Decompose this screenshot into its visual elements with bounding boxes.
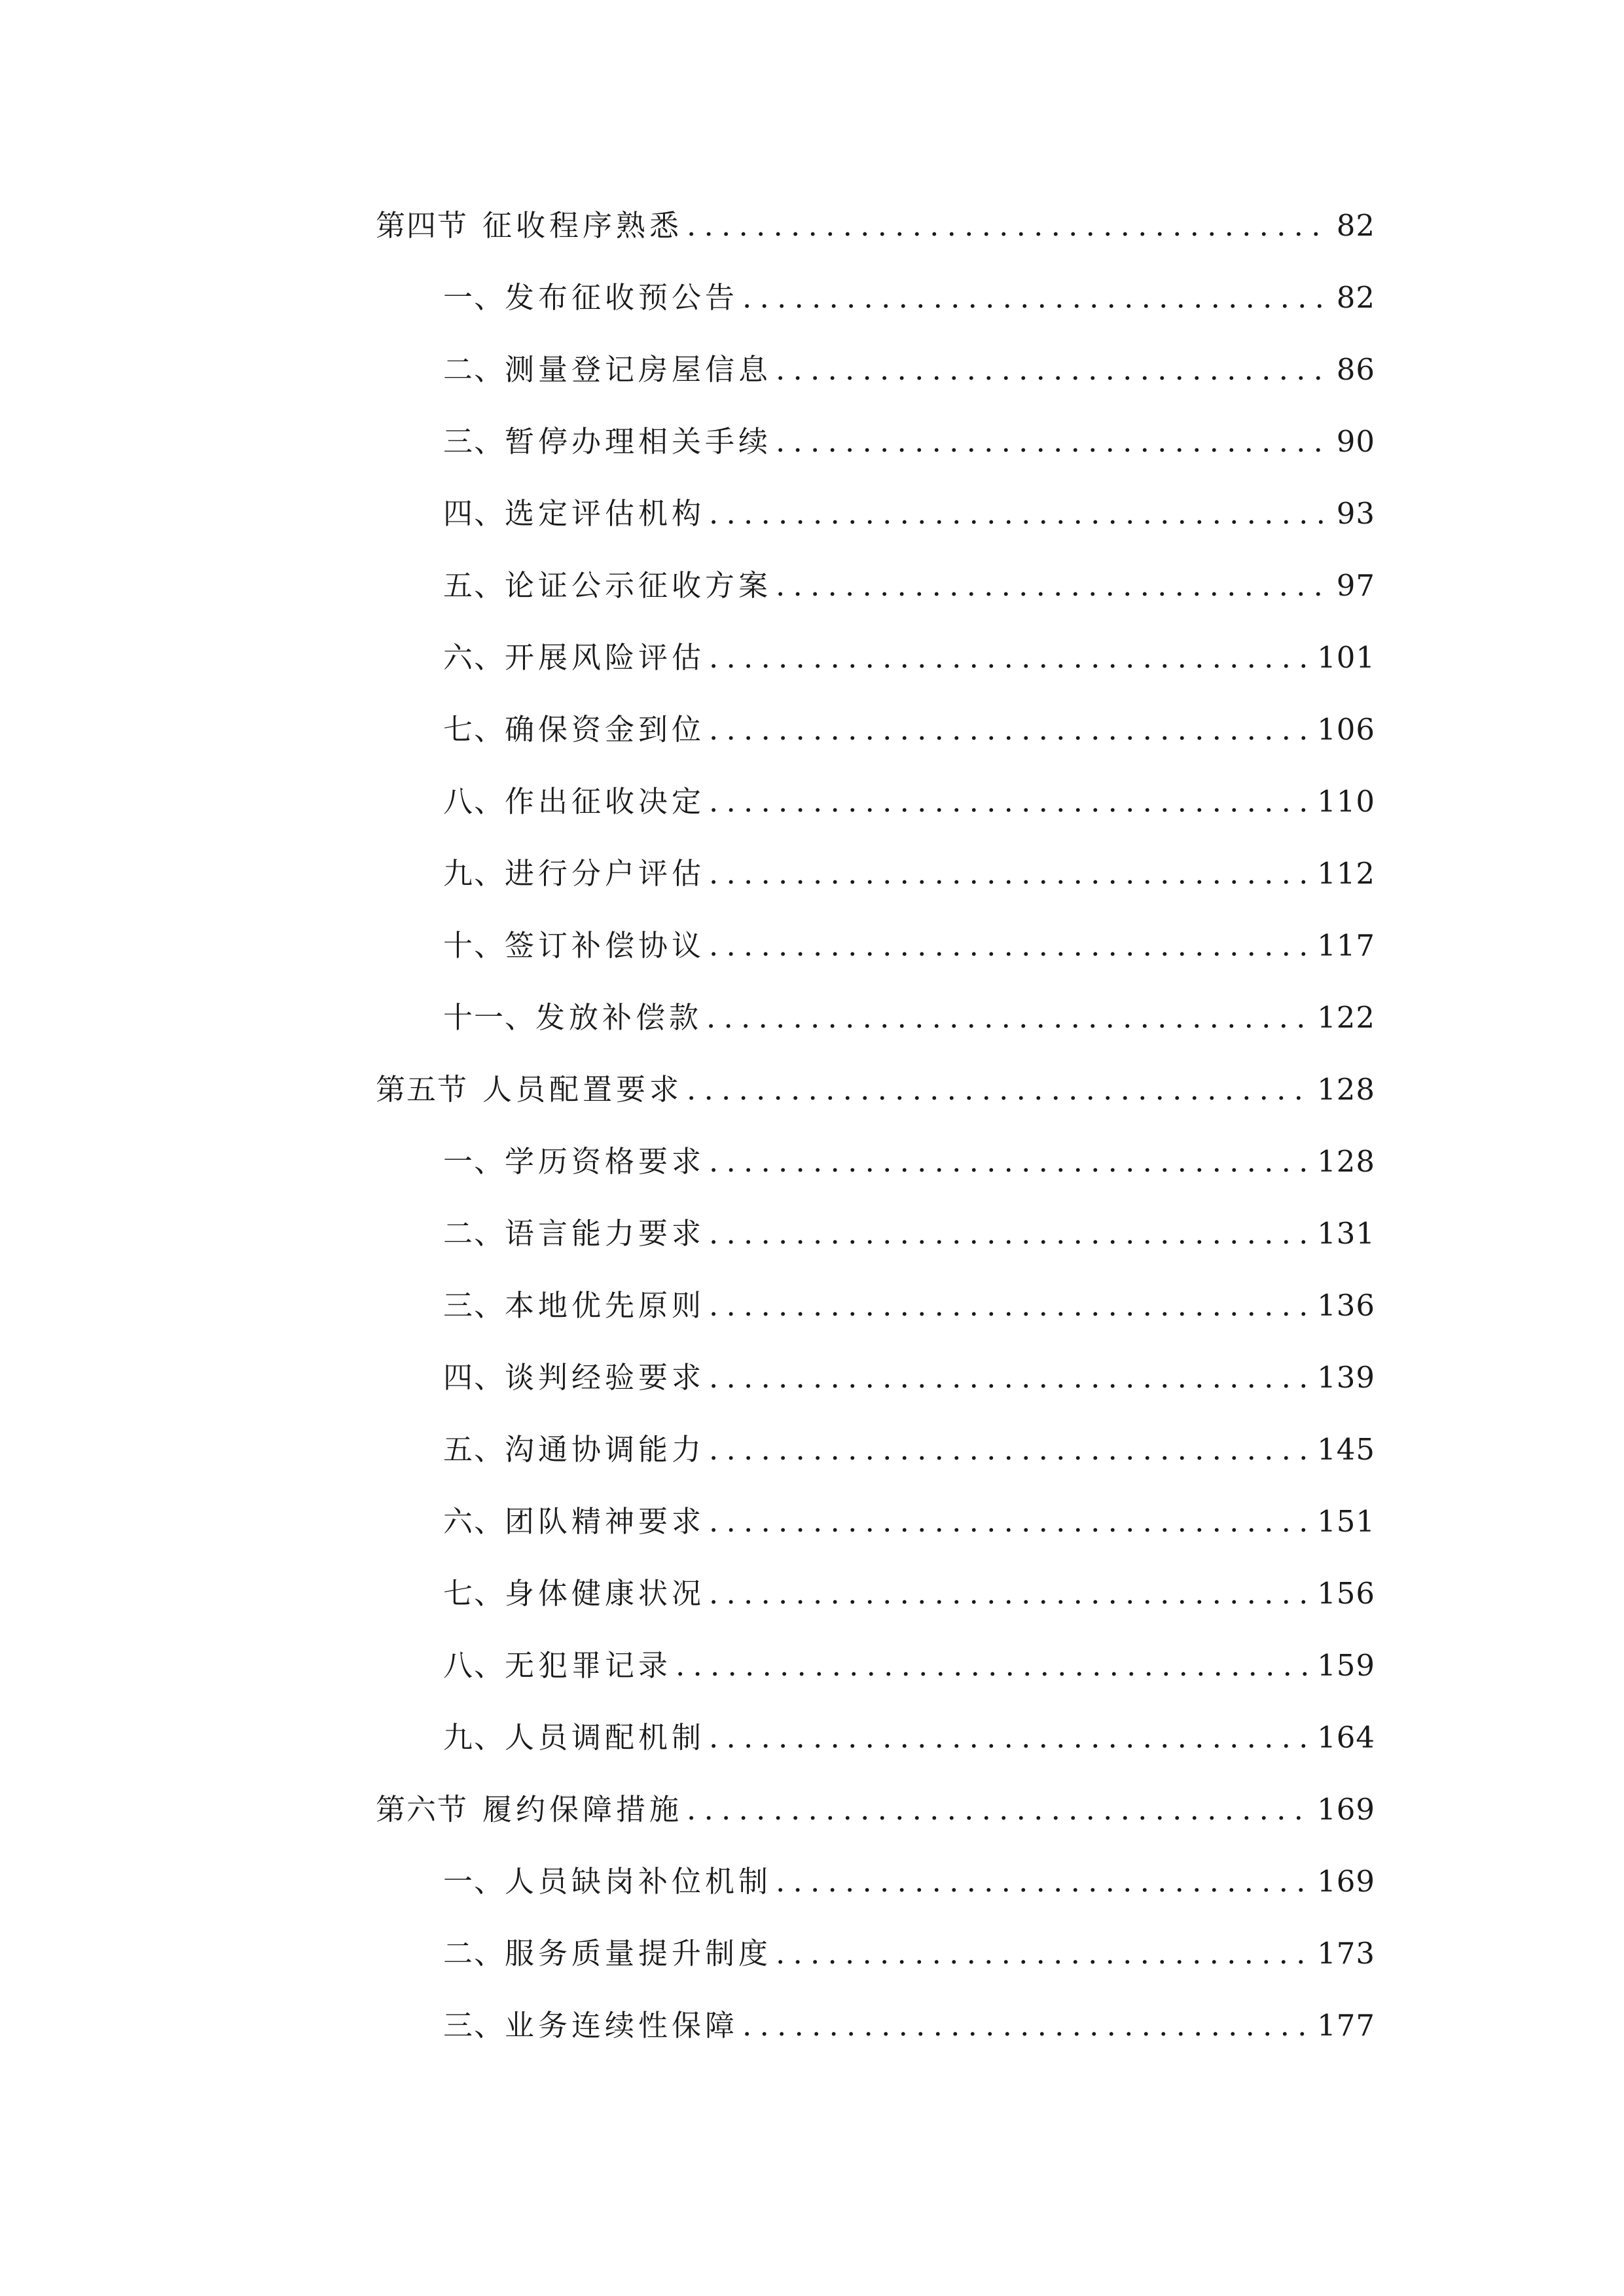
toc-item-title: 选定评估机构	[505, 496, 706, 531]
toc-item[interactable]	[376, 1852, 1375, 1924]
dot-leader	[742, 1996, 1308, 2055]
dot-leader	[709, 772, 1308, 831]
toc-page-number: 82	[1336, 280, 1375, 315]
toc-section[interactable]	[376, 196, 1375, 268]
dot-leader	[676, 1636, 1308, 1695]
toc-item-title: 人员调配机制	[505, 1720, 706, 1755]
toc-section-title: 人员配置要求	[482, 1072, 683, 1107]
dot-leader	[709, 628, 1308, 687]
toc-section-title: 履约保障措施	[482, 1792, 683, 1827]
table-of-contents	[376, 196, 1375, 2068]
toc-item-title: 业务连续性保障	[505, 2008, 739, 2043]
toc-item-number: 三、	[443, 2008, 505, 2043]
toc-item[interactable]	[376, 1348, 1375, 1420]
toc-item-number: 三、	[443, 424, 505, 459]
toc-item-number: 十、	[443, 928, 505, 963]
toc-page-number: 136	[1317, 1288, 1375, 1323]
toc-page-number: 169	[1317, 1864, 1375, 1899]
dot-leader	[776, 556, 1327, 615]
toc-item-title: 团队精神要求	[505, 1504, 706, 1539]
toc-item[interactable]	[376, 1420, 1375, 1492]
toc-item-number: 九、	[443, 1720, 505, 1755]
toc-item-number: 二、	[443, 1216, 505, 1251]
toc-item[interactable]	[376, 1924, 1375, 1996]
toc-page-number: 101	[1317, 640, 1375, 675]
toc-item-number: 一、	[443, 1864, 505, 1899]
toc-page-number: 177	[1317, 2008, 1375, 2043]
toc-page-number: 128	[1317, 1144, 1375, 1179]
toc-page-number: 156	[1317, 1576, 1375, 1611]
toc-item-number: 七、	[443, 1576, 505, 1611]
toc-page-number: 139	[1317, 1360, 1375, 1395]
toc-item-number: 五、	[443, 568, 505, 603]
toc-item-title: 本地优先原则	[505, 1288, 706, 1323]
toc-item-number: 六、	[443, 640, 505, 675]
dot-leader	[709, 1420, 1308, 1479]
dot-leader	[776, 1852, 1308, 1911]
toc-item[interactable]	[376, 340, 1375, 412]
toc-item-number: 七、	[443, 712, 505, 747]
toc-page-number: 131	[1317, 1216, 1375, 1251]
toc-item-number: 一、	[443, 1144, 505, 1179]
toc-item-title: 无犯罪记录	[505, 1648, 672, 1683]
toc-item-number: 四、	[443, 1360, 505, 1395]
toc-item-number: 二、	[443, 1936, 505, 1971]
toc-page-number: 128	[1317, 1072, 1375, 1107]
toc-item-title: 身体健康状况	[505, 1576, 706, 1611]
dot-leader	[742, 268, 1327, 327]
toc-item-number: 三、	[443, 1288, 505, 1323]
dot-leader	[709, 1276, 1308, 1335]
dot-leader	[709, 1204, 1308, 1263]
toc-item-number: 八、	[443, 784, 505, 819]
toc-page-number: 169	[1317, 1792, 1375, 1827]
toc-page-number: 112	[1317, 856, 1375, 891]
toc-item-title: 发放补偿款	[535, 1000, 703, 1035]
toc-item-title: 沟通协调能力	[505, 1432, 706, 1467]
toc-page-number: 151	[1317, 1504, 1375, 1539]
dot-leader	[709, 700, 1308, 759]
toc-item-title: 发布征收预公告	[505, 280, 739, 315]
toc-item[interactable]	[376, 556, 1375, 628]
toc-item[interactable]	[376, 412, 1375, 484]
toc-item-title: 签订补偿协议	[505, 928, 706, 963]
toc-item-number: 五、	[443, 1432, 505, 1467]
dot-leader	[709, 1492, 1308, 1551]
toc-section-title: 征收程序熟悉	[482, 208, 683, 243]
dot-leader	[709, 1564, 1308, 1623]
dot-leader	[776, 412, 1327, 471]
toc-item[interactable]	[376, 268, 1375, 340]
toc-page-number: 106	[1317, 712, 1375, 747]
toc-item[interactable]	[376, 700, 1375, 772]
toc-item-number: 八、	[443, 1648, 505, 1683]
toc-item-number: 九、	[443, 856, 505, 891]
toc-section[interactable]	[376, 1780, 1375, 1852]
toc-item[interactable]	[376, 1132, 1375, 1204]
toc-item[interactable]	[376, 988, 1375, 1060]
dot-leader	[776, 1924, 1308, 1983]
toc-section-number: 第五节	[376, 1072, 469, 1107]
toc-section-number: 第四节	[376, 208, 469, 243]
dot-leader	[687, 196, 1327, 255]
toc-page-number: 145	[1317, 1432, 1375, 1467]
toc-item-title: 学历资格要求	[505, 1144, 706, 1179]
toc-item[interactable]	[376, 1636, 1375, 1708]
toc-page-number: 164	[1317, 1720, 1375, 1755]
toc-page-number: 93	[1336, 496, 1375, 531]
dot-leader	[709, 916, 1308, 975]
toc-item-title: 确保资金到位	[505, 712, 706, 747]
toc-page-number: 122	[1317, 1000, 1375, 1035]
dot-leader	[687, 1060, 1308, 1119]
toc-item[interactable]	[376, 1276, 1375, 1348]
toc-page-number: 117	[1317, 928, 1375, 963]
toc-page-number: 97	[1336, 568, 1375, 603]
dot-leader	[709, 1132, 1308, 1191]
toc-item[interactable]	[376, 628, 1375, 700]
toc-item[interactable]	[376, 484, 1375, 556]
dot-leader	[776, 340, 1327, 399]
toc-item-title: 暂停办理相关手续	[505, 424, 772, 459]
toc-item-title: 论证公示征收方案	[505, 568, 772, 603]
toc-page-number: 110	[1317, 784, 1375, 819]
toc-item-title: 人员缺岗补位机制	[505, 1864, 772, 1899]
toc-item[interactable]	[376, 772, 1375, 844]
toc-item[interactable]	[376, 1204, 1375, 1276]
toc-item[interactable]	[376, 1996, 1375, 2068]
toc-item-number: 四、	[443, 496, 505, 531]
toc-item-title: 测量登记房屋信息	[505, 352, 772, 387]
toc-page-number: 173	[1317, 1936, 1375, 1971]
toc-item[interactable]	[376, 844, 1375, 916]
dot-leader	[709, 484, 1327, 543]
dot-leader	[709, 1708, 1308, 1767]
toc-item-title: 服务质量提升制度	[505, 1936, 772, 1971]
toc-page-number: 90	[1336, 424, 1375, 459]
toc-section-number: 第六节	[376, 1792, 469, 1827]
toc-page-number: 86	[1336, 352, 1375, 387]
toc-item-number: 十一、	[443, 1000, 536, 1035]
toc-item-number: 一、	[443, 280, 505, 315]
toc-page-number: 159	[1317, 1648, 1375, 1683]
toc-item-title: 进行分户评估	[505, 856, 706, 891]
toc-page-number: 82	[1336, 208, 1375, 243]
toc-item-title: 开展风险评估	[505, 640, 706, 675]
dot-leader	[709, 1348, 1308, 1407]
dot-leader	[709, 844, 1308, 903]
dot-leader	[706, 988, 1308, 1047]
toc-item-title: 语言能力要求	[505, 1216, 706, 1251]
toc-item[interactable]	[376, 1708, 1375, 1780]
toc-item-title: 谈判经验要求	[505, 1360, 706, 1395]
toc-item-number: 二、	[443, 352, 505, 387]
toc-item[interactable]	[376, 1564, 1375, 1636]
toc-item[interactable]	[376, 1492, 1375, 1564]
toc-item-number: 六、	[443, 1504, 505, 1539]
toc-section[interactable]	[376, 1060, 1375, 1132]
toc-item[interactable]	[376, 916, 1375, 988]
dot-leader	[687, 1780, 1308, 1839]
toc-item-title: 作出征收决定	[505, 784, 706, 819]
